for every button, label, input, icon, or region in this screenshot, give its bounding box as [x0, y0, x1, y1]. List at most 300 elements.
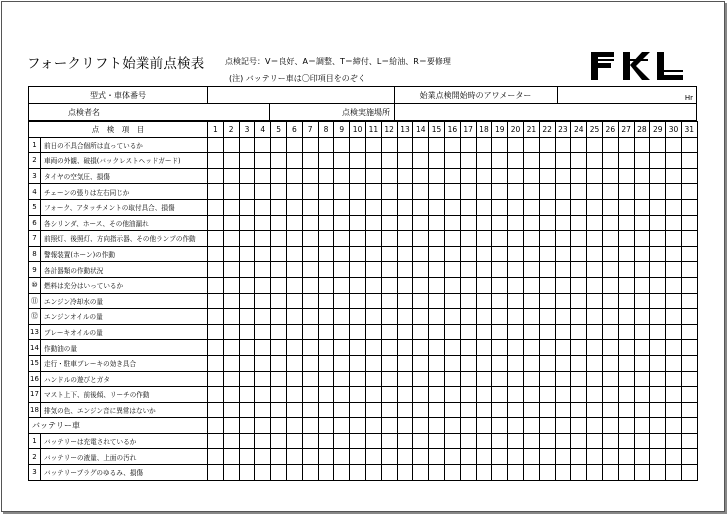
- check-cell[interactable]: [318, 309, 334, 325]
- check-cell[interactable]: [444, 340, 460, 356]
- check-cell[interactable]: [476, 418, 492, 434]
- check-cell[interactable]: [239, 324, 255, 340]
- check-cell[interactable]: [365, 246, 381, 262]
- check-cell[interactable]: [239, 355, 255, 371]
- check-cell[interactable]: [555, 433, 571, 449]
- check-cell[interactable]: [381, 309, 397, 325]
- check-cell[interactable]: [650, 340, 666, 356]
- check-cell[interactable]: [302, 387, 318, 403]
- check-cell[interactable]: [444, 215, 460, 231]
- check-cell[interactable]: [223, 246, 239, 262]
- check-cell[interactable]: [271, 449, 287, 465]
- check-cell[interactable]: [492, 465, 508, 481]
- check-cell[interactable]: [571, 324, 587, 340]
- check-cell[interactable]: [523, 402, 539, 418]
- check-cell[interactable]: [429, 215, 445, 231]
- check-cell[interactable]: [539, 137, 555, 153]
- check-cell[interactable]: [255, 402, 271, 418]
- check-cell[interactable]: [381, 324, 397, 340]
- check-cell[interactable]: [444, 324, 460, 340]
- check-cell[interactable]: [508, 433, 524, 449]
- check-cell[interactable]: [666, 465, 682, 481]
- check-cell[interactable]: [539, 433, 555, 449]
- check-cell[interactable]: [350, 309, 366, 325]
- check-cell[interactable]: [302, 324, 318, 340]
- check-cell[interactable]: [397, 402, 413, 418]
- check-cell[interactable]: [571, 355, 587, 371]
- check-cell[interactable]: [555, 387, 571, 403]
- check-cell[interactable]: [350, 199, 366, 215]
- check-cell[interactable]: [602, 465, 618, 481]
- check-cell[interactable]: [555, 340, 571, 356]
- check-cell[interactable]: [286, 277, 302, 293]
- check-cell[interactable]: [286, 199, 302, 215]
- check-cell[interactable]: [334, 246, 350, 262]
- check-cell[interactable]: [618, 355, 634, 371]
- check-cell[interactable]: [634, 418, 650, 434]
- check-cell[interactable]: [681, 387, 697, 403]
- check-cell[interactable]: [618, 340, 634, 356]
- check-cell[interactable]: [208, 293, 224, 309]
- check-cell[interactable]: [223, 324, 239, 340]
- check-cell[interactable]: [350, 371, 366, 387]
- check-cell[interactable]: [492, 293, 508, 309]
- check-cell[interactable]: [397, 387, 413, 403]
- check-cell[interactable]: [460, 215, 476, 231]
- check-cell[interactable]: [587, 153, 603, 169]
- check-cell[interactable]: [365, 449, 381, 465]
- check-cell[interactable]: [602, 371, 618, 387]
- check-cell[interactable]: [492, 262, 508, 278]
- check-cell[interactable]: [302, 215, 318, 231]
- check-cell[interactable]: [350, 168, 366, 184]
- check-cell[interactable]: [476, 402, 492, 418]
- check-cell[interactable]: [508, 418, 524, 434]
- check-cell[interactable]: [255, 324, 271, 340]
- check-cell[interactable]: [208, 449, 224, 465]
- check-cell[interactable]: [365, 199, 381, 215]
- check-cell[interactable]: [208, 215, 224, 231]
- check-cell[interactable]: [413, 153, 429, 169]
- check-cell[interactable]: [523, 465, 539, 481]
- check-cell[interactable]: [318, 262, 334, 278]
- check-cell[interactable]: [365, 137, 381, 153]
- location-field[interactable]: [394, 104, 696, 120]
- check-cell[interactable]: [555, 277, 571, 293]
- check-cell[interactable]: [239, 449, 255, 465]
- check-cell[interactable]: [271, 355, 287, 371]
- check-cell[interactable]: [618, 153, 634, 169]
- check-cell[interactable]: [397, 168, 413, 184]
- check-cell[interactable]: [460, 402, 476, 418]
- check-cell[interactable]: [271, 199, 287, 215]
- check-cell[interactable]: [223, 418, 239, 434]
- check-cell[interactable]: [539, 231, 555, 247]
- check-cell[interactable]: [397, 433, 413, 449]
- check-cell[interactable]: [444, 246, 460, 262]
- check-cell[interactable]: [571, 199, 587, 215]
- check-cell[interactable]: [618, 324, 634, 340]
- check-cell[interactable]: [302, 402, 318, 418]
- check-cell[interactable]: [413, 449, 429, 465]
- check-cell[interactable]: [508, 215, 524, 231]
- check-cell[interactable]: [444, 433, 460, 449]
- check-cell[interactable]: [666, 324, 682, 340]
- check-cell[interactable]: [350, 402, 366, 418]
- check-cell[interactable]: [318, 324, 334, 340]
- check-cell[interactable]: [508, 340, 524, 356]
- check-cell[interactable]: [413, 433, 429, 449]
- check-cell[interactable]: [365, 371, 381, 387]
- check-cell[interactable]: [239, 184, 255, 200]
- check-cell[interactable]: [650, 153, 666, 169]
- check-cell[interactable]: [350, 262, 366, 278]
- check-cell[interactable]: [555, 137, 571, 153]
- check-cell[interactable]: [223, 309, 239, 325]
- check-cell[interactable]: [255, 433, 271, 449]
- check-cell[interactable]: [618, 277, 634, 293]
- check-cell[interactable]: [334, 309, 350, 325]
- check-cell[interactable]: [286, 309, 302, 325]
- check-cell[interactable]: [208, 137, 224, 153]
- check-cell[interactable]: [666, 277, 682, 293]
- check-cell[interactable]: [523, 246, 539, 262]
- check-cell[interactable]: [429, 262, 445, 278]
- check-cell[interactable]: [413, 402, 429, 418]
- check-cell[interactable]: [492, 137, 508, 153]
- check-cell[interactable]: [650, 465, 666, 481]
- check-cell[interactable]: [255, 246, 271, 262]
- check-cell[interactable]: [587, 465, 603, 481]
- check-cell[interactable]: [318, 199, 334, 215]
- check-cell[interactable]: [286, 433, 302, 449]
- check-cell[interactable]: [381, 153, 397, 169]
- check-cell[interactable]: [318, 465, 334, 481]
- check-cell[interactable]: [444, 387, 460, 403]
- check-cell[interactable]: [508, 449, 524, 465]
- check-cell[interactable]: [350, 153, 366, 169]
- check-cell[interactable]: [444, 231, 460, 247]
- check-cell[interactable]: [429, 387, 445, 403]
- check-cell[interactable]: [523, 215, 539, 231]
- check-cell[interactable]: [587, 418, 603, 434]
- check-cell[interactable]: [239, 246, 255, 262]
- check-cell[interactable]: [365, 387, 381, 403]
- check-cell[interactable]: [492, 199, 508, 215]
- check-cell[interactable]: [334, 137, 350, 153]
- inspector-field[interactable]: [139, 104, 269, 120]
- check-cell[interactable]: [539, 418, 555, 434]
- check-cell[interactable]: [634, 371, 650, 387]
- check-cell[interactable]: [255, 340, 271, 356]
- check-cell[interactable]: [413, 137, 429, 153]
- check-cell[interactable]: [271, 293, 287, 309]
- check-cell[interactable]: [208, 355, 224, 371]
- check-cell[interactable]: [271, 402, 287, 418]
- check-cell[interactable]: [650, 418, 666, 434]
- check-cell[interactable]: [555, 465, 571, 481]
- check-cell[interactable]: [286, 231, 302, 247]
- check-cell[interactable]: [555, 309, 571, 325]
- check-cell[interactable]: [571, 402, 587, 418]
- check-cell[interactable]: [618, 246, 634, 262]
- check-cell[interactable]: [334, 153, 350, 169]
- check-cell[interactable]: [476, 465, 492, 481]
- check-cell[interactable]: [365, 153, 381, 169]
- check-cell[interactable]: [634, 324, 650, 340]
- check-cell[interactable]: [555, 199, 571, 215]
- check-cell[interactable]: [523, 433, 539, 449]
- check-cell[interactable]: [666, 449, 682, 465]
- check-cell[interactable]: [650, 309, 666, 325]
- check-cell[interactable]: [602, 293, 618, 309]
- check-cell[interactable]: [571, 418, 587, 434]
- check-cell[interactable]: [429, 324, 445, 340]
- check-cell[interactable]: [666, 355, 682, 371]
- check-cell[interactable]: [650, 371, 666, 387]
- check-cell[interactable]: [476, 277, 492, 293]
- check-cell[interactable]: [239, 340, 255, 356]
- check-cell[interactable]: [444, 153, 460, 169]
- check-cell[interactable]: [618, 262, 634, 278]
- check-cell[interactable]: [239, 168, 255, 184]
- check-cell[interactable]: [286, 418, 302, 434]
- check-cell[interactable]: [318, 355, 334, 371]
- check-cell[interactable]: [587, 309, 603, 325]
- check-cell[interactable]: [302, 137, 318, 153]
- check-cell[interactable]: [365, 433, 381, 449]
- check-cell[interactable]: [302, 449, 318, 465]
- check-cell[interactable]: [476, 246, 492, 262]
- check-cell[interactable]: [444, 184, 460, 200]
- check-cell[interactable]: [223, 387, 239, 403]
- check-cell[interactable]: [508, 153, 524, 169]
- check-cell[interactable]: [460, 168, 476, 184]
- check-cell[interactable]: [666, 371, 682, 387]
- check-cell[interactable]: [666, 215, 682, 231]
- check-cell[interactable]: [587, 246, 603, 262]
- check-cell[interactable]: [271, 465, 287, 481]
- check-cell[interactable]: [634, 262, 650, 278]
- check-cell[interactable]: [508, 402, 524, 418]
- check-cell[interactable]: [523, 371, 539, 387]
- check-cell[interactable]: [523, 387, 539, 403]
- check-cell[interactable]: [286, 324, 302, 340]
- check-cell[interactable]: [618, 371, 634, 387]
- check-cell[interactable]: [413, 465, 429, 481]
- check-cell[interactable]: [681, 277, 697, 293]
- check-cell[interactable]: [602, 153, 618, 169]
- check-cell[interactable]: [255, 168, 271, 184]
- check-cell[interactable]: [681, 137, 697, 153]
- check-cell[interactable]: [334, 277, 350, 293]
- check-cell[interactable]: [508, 387, 524, 403]
- check-cell[interactable]: [413, 293, 429, 309]
- check-cell[interactable]: [555, 215, 571, 231]
- check-cell[interactable]: [365, 293, 381, 309]
- check-cell[interactable]: [634, 184, 650, 200]
- check-cell[interactable]: [571, 153, 587, 169]
- check-cell[interactable]: [681, 262, 697, 278]
- check-cell[interactable]: [476, 309, 492, 325]
- check-cell[interactable]: [508, 199, 524, 215]
- check-cell[interactable]: [460, 231, 476, 247]
- check-cell[interactable]: [602, 355, 618, 371]
- check-cell[interactable]: [666, 293, 682, 309]
- check-cell[interactable]: [618, 387, 634, 403]
- check-cell[interactable]: [587, 277, 603, 293]
- check-cell[interactable]: [539, 215, 555, 231]
- check-cell[interactable]: [666, 387, 682, 403]
- check-cell[interactable]: [223, 449, 239, 465]
- check-cell[interactable]: [666, 309, 682, 325]
- check-cell[interactable]: [523, 153, 539, 169]
- check-cell[interactable]: [571, 246, 587, 262]
- check-cell[interactable]: [302, 199, 318, 215]
- check-cell[interactable]: [523, 293, 539, 309]
- check-cell[interactable]: [681, 246, 697, 262]
- check-cell[interactable]: [318, 246, 334, 262]
- check-cell[interactable]: [239, 371, 255, 387]
- check-cell[interactable]: [255, 387, 271, 403]
- check-cell[interactable]: [587, 137, 603, 153]
- check-cell[interactable]: [239, 418, 255, 434]
- check-cell[interactable]: [255, 215, 271, 231]
- check-cell[interactable]: [350, 277, 366, 293]
- check-cell[interactable]: [681, 215, 697, 231]
- check-cell[interactable]: [223, 262, 239, 278]
- check-cell[interactable]: [476, 449, 492, 465]
- check-cell[interactable]: [429, 277, 445, 293]
- check-cell[interactable]: [271, 184, 287, 200]
- check-cell[interactable]: [223, 199, 239, 215]
- check-cell[interactable]: [681, 340, 697, 356]
- check-cell[interactable]: [318, 153, 334, 169]
- check-cell[interactable]: [413, 184, 429, 200]
- check-cell[interactable]: [381, 465, 397, 481]
- check-cell[interactable]: [334, 355, 350, 371]
- check-cell[interactable]: [302, 293, 318, 309]
- check-cell[interactable]: [350, 246, 366, 262]
- check-cell[interactable]: [208, 262, 224, 278]
- check-cell[interactable]: [350, 137, 366, 153]
- check-cell[interactable]: [618, 309, 634, 325]
- check-cell[interactable]: [555, 246, 571, 262]
- check-cell[interactable]: [555, 184, 571, 200]
- check-cell[interactable]: [460, 387, 476, 403]
- check-cell[interactable]: [618, 418, 634, 434]
- check-cell[interactable]: [618, 137, 634, 153]
- check-cell[interactable]: [460, 371, 476, 387]
- check-cell[interactable]: [602, 137, 618, 153]
- check-cell[interactable]: [365, 262, 381, 278]
- check-cell[interactable]: [286, 215, 302, 231]
- check-cell[interactable]: [492, 324, 508, 340]
- check-cell[interactable]: [681, 293, 697, 309]
- check-cell[interactable]: [286, 168, 302, 184]
- check-cell[interactable]: [271, 433, 287, 449]
- check-cell[interactable]: [381, 387, 397, 403]
- check-cell[interactable]: [650, 184, 666, 200]
- check-cell[interactable]: [286, 340, 302, 356]
- check-cell[interactable]: [444, 371, 460, 387]
- check-cell[interactable]: [571, 277, 587, 293]
- check-cell[interactable]: [318, 449, 334, 465]
- check-cell[interactable]: [334, 418, 350, 434]
- check-cell[interactable]: [271, 262, 287, 278]
- check-cell[interactable]: [555, 449, 571, 465]
- check-cell[interactable]: [302, 371, 318, 387]
- check-cell[interactable]: [539, 355, 555, 371]
- check-cell[interactable]: [350, 465, 366, 481]
- check-cell[interactable]: [381, 293, 397, 309]
- check-cell[interactable]: [476, 340, 492, 356]
- check-cell[interactable]: [587, 433, 603, 449]
- check-cell[interactable]: [650, 433, 666, 449]
- check-cell[interactable]: [334, 449, 350, 465]
- check-cell[interactable]: [555, 402, 571, 418]
- check-cell[interactable]: [302, 153, 318, 169]
- check-cell[interactable]: [508, 324, 524, 340]
- check-cell[interactable]: [681, 418, 697, 434]
- check-cell[interactable]: [587, 293, 603, 309]
- check-cell[interactable]: [381, 262, 397, 278]
- check-cell[interactable]: [223, 402, 239, 418]
- check-cell[interactable]: [413, 340, 429, 356]
- check-cell[interactable]: [318, 402, 334, 418]
- check-cell[interactable]: [523, 340, 539, 356]
- check-cell[interactable]: [239, 199, 255, 215]
- check-cell[interactable]: [286, 153, 302, 169]
- check-cell[interactable]: [587, 449, 603, 465]
- check-cell[interactable]: [618, 465, 634, 481]
- check-cell[interactable]: [350, 293, 366, 309]
- check-cell[interactable]: [650, 324, 666, 340]
- check-cell[interactable]: [618, 215, 634, 231]
- check-cell[interactable]: [681, 168, 697, 184]
- check-cell[interactable]: [350, 340, 366, 356]
- check-cell[interactable]: [523, 262, 539, 278]
- check-cell[interactable]: [429, 355, 445, 371]
- check-cell[interactable]: [508, 277, 524, 293]
- check-cell[interactable]: [587, 231, 603, 247]
- check-cell[interactable]: [286, 355, 302, 371]
- check-cell[interactable]: [413, 262, 429, 278]
- check-cell[interactable]: [539, 324, 555, 340]
- check-cell[interactable]: [634, 465, 650, 481]
- check-cell[interactable]: [460, 433, 476, 449]
- check-cell[interactable]: [587, 262, 603, 278]
- check-cell[interactable]: [397, 262, 413, 278]
- check-cell[interactable]: [650, 387, 666, 403]
- check-cell[interactable]: [571, 215, 587, 231]
- check-cell[interactable]: [523, 355, 539, 371]
- check-cell[interactable]: [460, 137, 476, 153]
- check-cell[interactable]: [429, 199, 445, 215]
- check-cell[interactable]: [460, 449, 476, 465]
- check-cell[interactable]: [429, 340, 445, 356]
- check-cell[interactable]: [350, 215, 366, 231]
- check-cell[interactable]: [397, 277, 413, 293]
- check-cell[interactable]: [587, 184, 603, 200]
- check-cell[interactable]: [350, 387, 366, 403]
- check-cell[interactable]: [476, 293, 492, 309]
- check-cell[interactable]: [271, 277, 287, 293]
- check-cell[interactable]: [634, 246, 650, 262]
- check-cell[interactable]: [602, 215, 618, 231]
- check-cell[interactable]: [208, 184, 224, 200]
- check-cell[interactable]: [365, 324, 381, 340]
